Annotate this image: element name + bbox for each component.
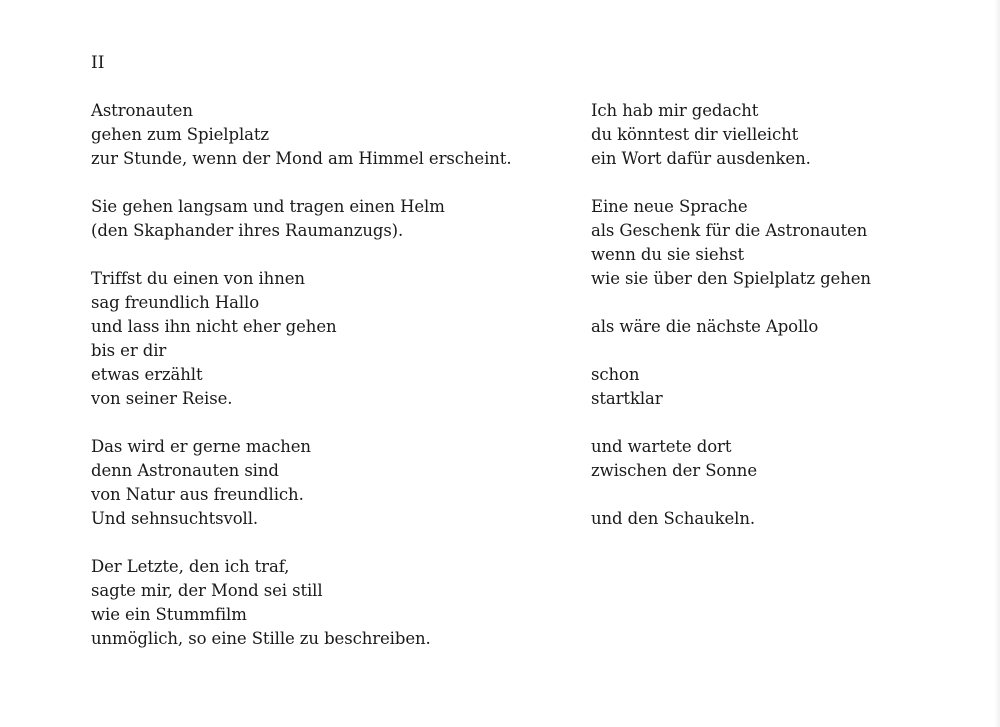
- poem-line: gehen zum Spielplatz: [91, 125, 269, 144]
- poem-line: als wäre die nächste Apollo: [591, 317, 819, 336]
- poem-line: unmöglich, so eine Stille zu beschreiben.: [91, 629, 431, 648]
- stanza: [591, 99, 971, 171]
- poem-line: Eine neue Sprache: [591, 197, 748, 216]
- poem-column-left: [91, 99, 561, 675]
- poem-line: wie ein Stummfilm: [91, 605, 247, 624]
- page-edge: [994, 0, 1000, 727]
- poem-line: (den Skaphander ihres Raumanzugs).: [91, 221, 404, 240]
- poem-line: Ich hab mir gedacht: [591, 101, 759, 120]
- poem-line: startklar: [591, 389, 663, 408]
- stanza: [91, 435, 561, 531]
- poem-line: von Natur aus freundlich.: [91, 485, 304, 504]
- poem-line: Und sehnsuchtsvoll.: [91, 509, 259, 528]
- poem-line: Sie gehen langsam und tragen einen Helm: [91, 197, 445, 216]
- poem-line: sagte mir, der Mond sei still: [91, 581, 323, 600]
- poem-line: zwischen der Sonne: [591, 461, 757, 480]
- poem-line: von seiner Reise.: [91, 389, 233, 408]
- poem-line: als Geschenk für die Astronauten: [591, 221, 868, 240]
- poem-line: wie sie über den Spielplatz gehen: [591, 269, 871, 288]
- poem-line: und den Schaukeln.: [591, 509, 756, 528]
- poem-line: du könntest dir vielleicht: [591, 125, 799, 144]
- stanza: [591, 195, 971, 291]
- poem-line: ein Wort dafür ausdenken.: [591, 149, 811, 168]
- stanza: [91, 195, 561, 243]
- poem-line: zur Stunde, wenn der Mond am Himmel erscheint.: [91, 149, 512, 168]
- stanza: [91, 555, 561, 651]
- poem-line: Astronauten: [91, 101, 193, 120]
- poem-line: bis er dir: [91, 341, 167, 360]
- stanza: [591, 435, 971, 483]
- stanza: [591, 507, 971, 531]
- poem-line: wenn du sie siehst: [591, 245, 745, 264]
- poem-column-right: [591, 99, 971, 555]
- stanza: [591, 363, 971, 411]
- stanza: [591, 315, 971, 339]
- poem-line: etwas erzählt: [91, 365, 203, 384]
- section-number: II: [91, 53, 105, 73]
- poem-line: und wartete dort: [591, 437, 732, 456]
- poem-line: und lass ihn nicht eher gehen: [91, 317, 337, 336]
- poem-line: sag freundlich Hallo: [91, 293, 260, 312]
- stanza: [91, 99, 561, 171]
- poem-line: Das wird er gerne machen: [91, 437, 311, 456]
- poem-line: Triffst du einen von ihnen: [91, 269, 305, 288]
- poem-line: denn Astronauten sind: [91, 461, 279, 480]
- poem-line: schon: [591, 365, 640, 384]
- poem-line: Der Letzte, den ich traf,: [91, 557, 290, 576]
- stanza: [91, 267, 561, 411]
